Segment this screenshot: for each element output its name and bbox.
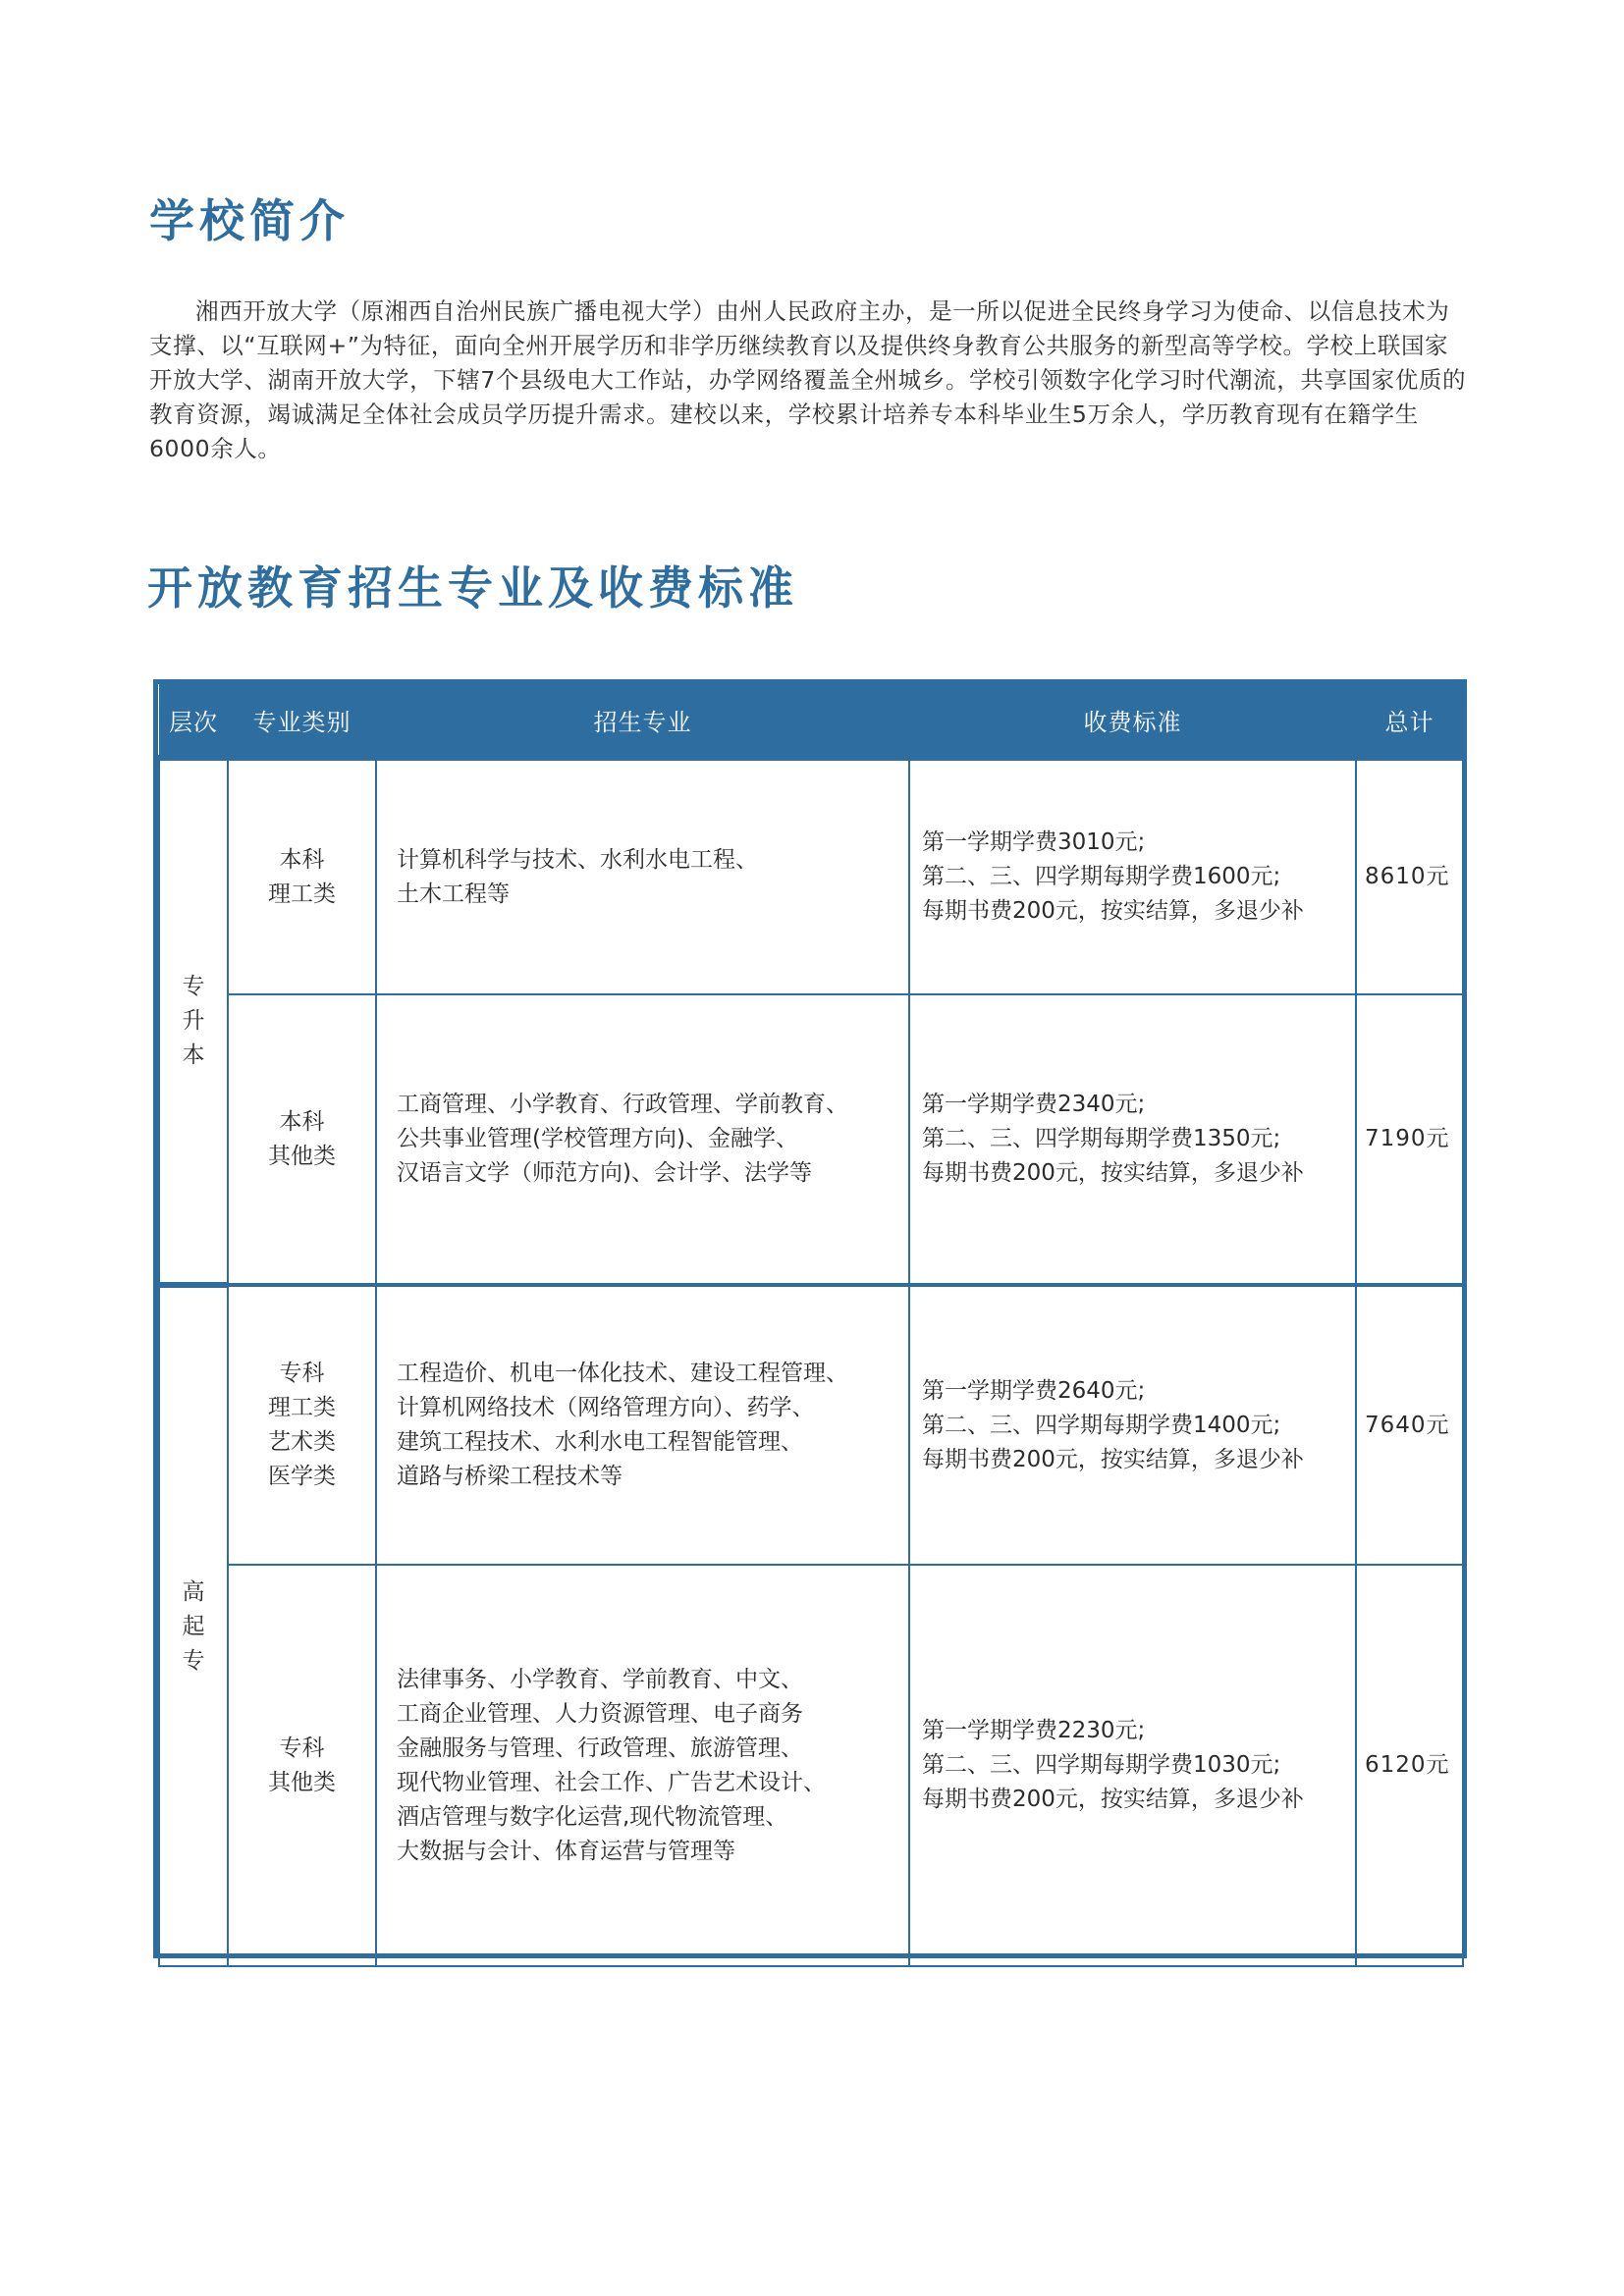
category-line: 本科	[279, 1108, 325, 1135]
fee-line: 第二、三、四学期每期学费1400元;	[922, 1412, 1281, 1438]
category-line: 理工类	[268, 1395, 336, 1420]
major-line: 道路与桥梁工程技术等	[397, 1464, 623, 1489]
level-label: 高起专	[182, 1578, 205, 1674]
fee-line: 每期书费200元，按实结算，多退少补	[922, 1446, 1304, 1472]
fees-cell	[909, 1565, 1356, 1966]
category-line: 理工类	[268, 881, 336, 907]
major-line: 工程造价、机电一体化技术、建设工程管理、	[397, 1361, 848, 1386]
total-cell: 8610元	[1356, 758, 1463, 994]
major-line: 酒店管理与数字化运营,现代物流管理、	[397, 1803, 788, 1830]
major-line: 计算机网络技术（网络管理方向）、药学、	[397, 1395, 815, 1420]
category-cell	[228, 1285, 376, 1565]
major-line: 汉语言文学（师范方向)、会计学、法学等	[397, 1160, 812, 1186]
category-cell	[228, 758, 376, 994]
major-line: 工商管理、小学教育、行政管理、学前教育、	[397, 1092, 848, 1117]
section-title-intro: 学校简介	[149, 194, 350, 247]
majors-cell	[376, 994, 909, 1285]
major-line: 计算机科学与技术、水利水电工程、	[397, 846, 758, 873]
intro-paragraph: 湘西开放大学（原湘西自治州民族广播电视大学）由州人民政府主办，是一所以促进全民终身学习为使命、以信息技术为支撑、以“互联网+”为特征，面向全州开展学历和非学历继续教育以及提供终身教育公共服务的新型高等学校。学校上联国家开放大学、湖南开放大学，下辖7个县级电大工作站，办学网络覆盖全州城乡。学校引领数字化学习时代潮流，共享国家优质的教育资源，竭诚满足全体社会成员学历提升需求。建校以来，学校累计培养专本科毕业生5万余人，学历教育现有在籍学生6000余人。	[149, 297, 1467, 462]
category-line: 专科	[279, 1361, 325, 1386]
header-fees: 收费标准	[909, 684, 1356, 758]
category-line: 专科	[279, 1735, 325, 1761]
fee-line: 每期书费200元，按实结算，多退少补	[922, 1160, 1304, 1186]
section-title-fees: 开放教育招生专业及收费标准	[147, 561, 798, 614]
fee-line: 第二、三、四学期每期学费1600元;	[922, 864, 1281, 889]
fee-line: 第一学期学费2640元;	[922, 1377, 1146, 1404]
fees-cell	[909, 994, 1356, 1285]
table-row	[159, 758, 1463, 994]
majors-cell	[376, 758, 909, 994]
major-line: 法律事务、小学教育、学前教育、中文、	[397, 1666, 803, 1692]
category-line: 本科	[279, 846, 325, 873]
category-line: 医学类	[268, 1464, 336, 1489]
total-cell: 7190元	[1356, 994, 1463, 1285]
major-line: 大数据与会计、体育运营与管理等	[397, 1838, 735, 1864]
header-level: 层次	[159, 684, 228, 758]
header-total: 总计	[1356, 684, 1463, 758]
major-line: 金融服务与管理、行政管理、旅游管理、	[397, 1735, 803, 1761]
major-line: 建筑工程技术、水利水电工程智能管理、	[397, 1429, 803, 1455]
total-cell: 6120元	[1356, 1565, 1463, 1966]
category-line: 艺术类	[268, 1429, 336, 1455]
fee-line: 第一学期学费3010元;	[922, 829, 1146, 855]
fee-line: 第二、三、四学期每期学费1030元;	[922, 1752, 1281, 1778]
majors-cell	[376, 1285, 909, 1565]
major-line: 土木工程等	[397, 881, 510, 907]
fee-line: 第一学期学费2230元;	[922, 1718, 1146, 1743]
fee-table	[153, 679, 1467, 1958]
fee-line: 每期书费200元，按实结算，多退少补	[922, 1787, 1304, 1812]
major-line: 公共事业管理(学校管理方向)、金融学、	[397, 1126, 798, 1151]
table-row	[159, 1565, 1463, 1966]
fee-line: 第一学期学费2340元;	[922, 1092, 1146, 1117]
fee-line: 每期书费200元，按实结算，多退少补	[922, 898, 1304, 924]
majors-cell	[376, 1565, 909, 1966]
fee-line: 第二、三、四学期每期学费1350元;	[922, 1126, 1281, 1151]
header-majors: 招生专业	[376, 684, 909, 758]
fees-cell	[909, 1285, 1356, 1565]
category-cell	[228, 994, 376, 1285]
major-line: 现代物业管理、社会工作、广告艺术设计、	[397, 1769, 826, 1795]
category-cell	[228, 1565, 376, 1966]
table-row	[159, 1285, 1463, 1565]
category-line: 其他类	[268, 1143, 336, 1169]
major-line: 工商企业管理、人力资源管理、电子商务	[397, 1700, 803, 1727]
fees-cell	[909, 758, 1356, 994]
level-cell	[159, 758, 228, 1285]
total-cell: 7640元	[1356, 1285, 1463, 1565]
table-header-row	[159, 684, 1463, 758]
category-line: 其他类	[268, 1769, 336, 1795]
header-category: 专业类别	[228, 684, 376, 758]
table-row	[159, 994, 1463, 1285]
level-cell	[159, 1285, 228, 1966]
level-label: 专升本	[182, 974, 205, 1068]
